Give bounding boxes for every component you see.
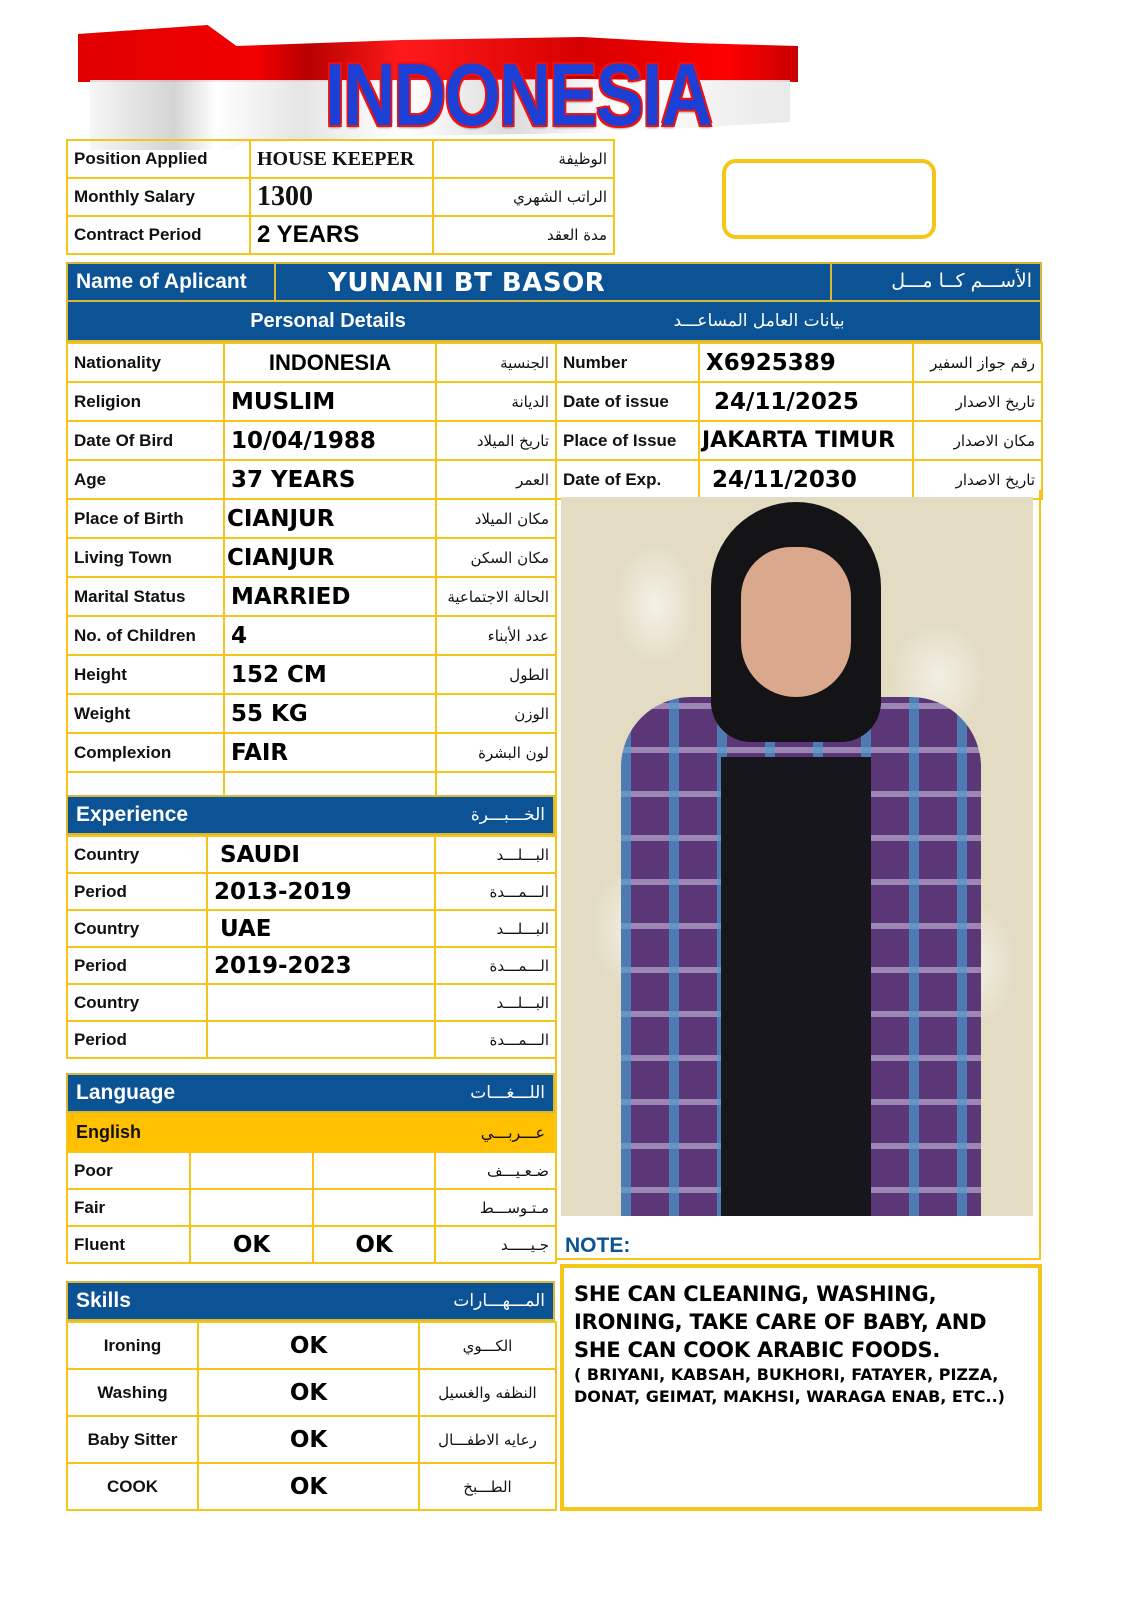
table-row	[67, 1369, 556, 1416]
position-label: Position Applied	[67, 140, 250, 178]
field-label-ar: عدد الأبناء	[436, 616, 556, 655]
note-box	[560, 1264, 1042, 1511]
field-label-ar: الطول	[436, 655, 556, 694]
table-row	[556, 421, 1042, 460]
personal-details-title-ar: بيانات العامل المساعـــد	[673, 311, 845, 331]
field-value: 4	[224, 616, 436, 655]
personal-details-title: Personal Details	[250, 309, 406, 332]
field-label-ar: العمر	[436, 460, 556, 499]
language-english-label: English	[76, 1121, 142, 1142]
salary-value: 1300	[250, 178, 433, 216]
skill-label-ar: الطـــبخ	[419, 1463, 556, 1510]
field-label: Age	[67, 460, 224, 499]
passport-number: X6925389	[699, 343, 913, 382]
table-row	[67, 421, 556, 460]
table-row	[556, 382, 1042, 421]
passport-issue-date: 24/11/2025	[699, 382, 913, 421]
skill-label: Ironing	[67, 1322, 198, 1369]
field-value: 55 KG	[224, 694, 436, 733]
field-value: MARRIED	[224, 577, 436, 616]
applicant-name-bar	[66, 262, 1042, 302]
lang-level-label: Poor	[67, 1152, 190, 1189]
exp-label: Country	[67, 836, 207, 873]
language-title-ar: اللـــغـــات	[470, 1083, 545, 1103]
table-row	[556, 343, 1042, 382]
lang-arabic-value: OK	[313, 1226, 435, 1263]
skill-label-ar: رعايه الاطفـــال	[419, 1416, 556, 1463]
field-value: INDONESIA	[224, 343, 436, 382]
exp-value: SAUDI	[207, 836, 435, 873]
country-banner	[70, 10, 800, 150]
experience-table	[66, 835, 557, 1059]
language-arabic-label: عـــربـــي	[480, 1122, 545, 1142]
contract-value: 2 YEARS	[250, 216, 433, 254]
exp-value	[207, 984, 435, 1021]
photo-figure-face	[741, 547, 851, 697]
table-row	[67, 499, 556, 538]
skill-label: COOK	[67, 1463, 198, 1510]
table-row	[67, 655, 556, 694]
exp-label-ar: الـــمـــدة	[435, 947, 556, 984]
skills-section	[66, 1281, 555, 1511]
lang-arabic-value	[313, 1189, 435, 1226]
passport-field-label-ar: تاريخ الاصدار	[913, 382, 1042, 421]
skills-header	[66, 1281, 555, 1321]
table-row	[67, 382, 556, 421]
table-row	[67, 1189, 556, 1226]
applicant-label: Name of Aplicant	[68, 264, 276, 300]
exp-label: Country	[67, 984, 207, 1021]
lang-level-label-ar: ضـعـيـــف	[435, 1152, 556, 1189]
table-row	[67, 178, 614, 216]
field-label: Weight	[67, 694, 224, 733]
exp-label: Period	[67, 947, 207, 984]
exp-value: UAE	[207, 910, 435, 947]
exp-label-ar: الـــمـــدة	[435, 873, 556, 910]
passport-field-label-ar: تاريخ الاصدار	[913, 460, 1042, 499]
lang-english-value: OK	[190, 1226, 313, 1263]
position-value: HOUSE KEEPER	[250, 140, 433, 178]
passport-field-label-ar: رقم جواز السفير	[913, 343, 1042, 382]
applicant-name: YUNANI BT BASOR	[276, 264, 832, 300]
exp-label-ar: البـــلـــد	[435, 984, 556, 1021]
lang-level-label-ar: جـيـــــد	[435, 1226, 556, 1263]
table-row	[67, 694, 556, 733]
field-label: Religion	[67, 382, 224, 421]
language-section	[66, 1073, 555, 1264]
table-row	[67, 1463, 556, 1510]
table-row	[67, 1021, 556, 1058]
table-row	[67, 836, 556, 873]
passport-field-label: Place of Issue	[556, 421, 699, 460]
passport-field-label: Date of Exp.	[556, 460, 699, 499]
table-row	[67, 1152, 556, 1189]
table-row	[67, 733, 556, 772]
table-row	[67, 343, 556, 382]
skill-label-ar: النظفه والغسيل	[419, 1369, 556, 1416]
skill-label: Washing	[67, 1369, 198, 1416]
language-header	[66, 1073, 555, 1113]
photo-figure-shirt	[721, 757, 871, 1216]
applicant-photo	[561, 497, 1033, 1216]
field-label: Date Of Bird	[67, 421, 224, 460]
language-subheader	[66, 1113, 555, 1151]
experience-header	[66, 795, 555, 835]
exp-value: 2019-2023	[207, 947, 435, 984]
field-label-ar: الوزن	[436, 694, 556, 733]
table-row	[67, 616, 556, 655]
salary-label: Monthly Salary	[67, 178, 250, 216]
field-value: MUSLIM	[224, 382, 436, 421]
language-title: Language	[76, 1081, 176, 1104]
field-label: No. of Children	[67, 616, 224, 655]
contract-label-ar: مدة العقد	[433, 216, 614, 254]
table-row	[67, 140, 614, 178]
lang-level-label: Fair	[67, 1189, 190, 1226]
experience-section	[66, 795, 555, 1059]
field-label: Height	[67, 655, 224, 694]
skills-table	[66, 1321, 557, 1511]
field-label: Nationality	[67, 343, 224, 382]
lang-arabic-value	[313, 1152, 435, 1189]
exp-value	[207, 1021, 435, 1058]
skills-title: Skills	[76, 1289, 131, 1312]
lang-english-value	[190, 1152, 313, 1189]
note-sub-text: ( BRIYANI, KABSAH, BUKHORI, FATAYER, PIZZA, DONAT, GEIMAT, MAKHSI, WARAGA ENAB, ETC..)	[574, 1365, 1005, 1406]
skill-label-ar: الكـــوي	[419, 1322, 556, 1369]
passport-expiry-date: 24/11/2030	[699, 460, 913, 499]
table-row	[67, 947, 556, 984]
applicant-label-ar: الأســـم كــا مـــل	[891, 270, 1032, 292]
skill-value: OK	[198, 1322, 419, 1369]
table-row	[67, 1322, 556, 1369]
field-value: 37 YEARS	[224, 460, 436, 499]
passport-table	[555, 342, 1043, 500]
field-label: Living Town	[67, 538, 224, 577]
passport-field-label-ar: مكان الاصدار	[913, 421, 1042, 460]
table-row	[67, 538, 556, 577]
field-label-ar: لون البشرة	[436, 733, 556, 772]
field-label: Place of Birth	[67, 499, 224, 538]
table-row	[67, 873, 556, 910]
experience-title-ar: الخـــبـــرة	[470, 805, 545, 825]
field-value: CIANJUR	[224, 499, 436, 538]
field-value: 152 CM	[224, 655, 436, 694]
country-title: INDONESIA	[325, 45, 712, 144]
exp-label-ar: البـــلـــد	[435, 910, 556, 947]
field-value: FAIR	[224, 733, 436, 772]
passport-field-label: Date of issue	[556, 382, 699, 421]
field-label-ar: الجنسية	[436, 343, 556, 382]
lang-level-label: Fluent	[67, 1226, 190, 1263]
skill-value: OK	[198, 1369, 419, 1416]
position-table	[66, 139, 615, 255]
field-label: Complexion	[67, 733, 224, 772]
exp-label-ar: البـــلـــد	[435, 836, 556, 873]
reference-box	[722, 159, 936, 239]
lang-level-label-ar: مـتـوســـط	[435, 1189, 556, 1226]
field-value: CIANJUR	[224, 538, 436, 577]
field-label: Marital Status	[67, 577, 224, 616]
exp-label: Period	[67, 873, 207, 910]
contract-label: Contract Period	[67, 216, 250, 254]
field-label-ar: مكان السكن	[436, 538, 556, 577]
exp-label: Country	[67, 910, 207, 947]
skill-label: Baby Sitter	[67, 1416, 198, 1463]
language-table	[66, 1151, 557, 1264]
table-row	[67, 216, 614, 254]
field-label-ar: تاريخ الميلاد	[436, 421, 556, 460]
note-main-text: SHE CAN CLEANING, WASHING, IRONING, TAKE CARE OF BABY, AND SHE CAN COOK ARABIC FOODS.	[574, 1282, 987, 1362]
personal-details-header	[66, 302, 1042, 342]
table-row	[67, 1416, 556, 1463]
exp-label: Period	[67, 1021, 207, 1058]
passport-field-label: Number	[556, 343, 699, 382]
field-label-ar: الديانة	[436, 382, 556, 421]
table-row	[67, 460, 556, 499]
field-value: 10/04/1988	[224, 421, 436, 460]
field-label-ar: الحالة الاجتماعية	[436, 577, 556, 616]
salary-label-ar: الراتب الشهري	[433, 178, 614, 216]
skill-value: OK	[198, 1416, 419, 1463]
skills-title-ar: المـــهـــارات	[453, 1291, 545, 1311]
exp-value: 2013-2019	[207, 873, 435, 910]
exp-label-ar: الـــمـــدة	[435, 1021, 556, 1058]
field-label-ar: مكان الميلاد	[436, 499, 556, 538]
table-row	[67, 1226, 556, 1263]
table-row	[67, 984, 556, 1021]
table-row	[67, 577, 556, 616]
lang-english-value	[190, 1189, 313, 1226]
passport-issue-place: JAKARTA TIMUR	[699, 421, 913, 460]
table-row	[67, 910, 556, 947]
skill-value: OK	[198, 1463, 419, 1510]
personal-details-table	[66, 342, 557, 812]
experience-title: Experience	[76, 803, 189, 826]
position-label-ar: الوظيفة	[433, 140, 614, 178]
note-label: NOTE:	[565, 1234, 631, 1257]
